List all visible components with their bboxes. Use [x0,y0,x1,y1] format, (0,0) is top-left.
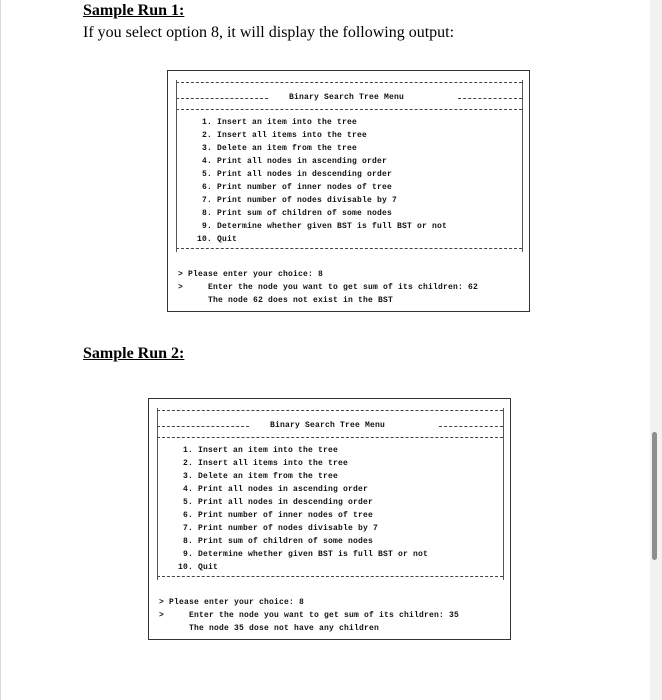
menu-border-line [176,98,268,99]
sample-run-1-intro: If you select option 8, it will display the following output: [83,24,455,41]
menu-item: 8. Print sum of children of some nodes [202,209,393,218]
prompt-line: > Please enter your choice: 8 [159,598,305,607]
console-output-1 [167,70,530,312]
sample-run-1-heading: Sample Run 1: [83,2,185,19]
menu-right-border [522,80,523,252]
sample-run-2-heading: Sample Run 2: [83,345,185,362]
menu-border-line [157,437,503,438]
menu-item: 8. Print sum of children of some nodes [183,537,374,546]
menu-item: 10. Quit [197,235,238,244]
scrollbar-track[interactable] [650,0,662,700]
menu-title: Binary Search Tree Menu [270,421,386,430]
menu-item: 5. Print all nodes in descending order [202,170,393,179]
menu-item: 4. Print all nodes in ascending order [202,157,388,166]
menu-item: 7. Print number of nodes divisable by 7 [202,196,398,205]
menu-item: 1. Insert an item into the tree [202,118,358,127]
menu-item: 1. Insert an item into the tree [183,446,339,455]
menu-item: 9. Determine whether given BST is full BST or not [202,222,448,231]
menu-border-line [157,576,503,577]
menu-item: 2. Insert all items into the tree [202,131,368,140]
menu-item: 3. Delete an item from the tree [202,144,358,153]
menu-item: 3. Delete an item from the tree [183,472,339,481]
menu-left-border [157,408,158,580]
prompt-line: > Please enter your choice: 8 [178,270,324,279]
node-prompt-line: > Enter the node you want to get sum of its children: 62 [178,283,479,292]
menu-item: 2. Insert all items into the tree [183,459,349,468]
result-line: The node 62 does not exist in the BST [178,296,394,305]
menu-border-line [157,410,503,411]
menu-border-line [176,109,522,110]
menu-item: 10. Quit [178,563,219,572]
menu-border-line [176,248,522,249]
menu-border-line [157,426,249,427]
menu-title: Binary Search Tree Menu [289,93,405,102]
menu-left-border [176,80,177,252]
menu-item: 9. Determine whether given BST is full BST or not [183,550,429,559]
menu-border-line [458,98,522,99]
scrollbar-thumb[interactable] [652,432,657,560]
menu-item: 6. Print number of inner nodes of tree [202,183,393,192]
menu-item: 5. Print all nodes in descending order [183,498,374,507]
menu-item: 7. Print number of nodes divisable by 7 [183,524,379,533]
menu-border-line [176,82,522,83]
menu-border-line [439,426,503,427]
menu-item: 4. Print all nodes in ascending order [183,485,369,494]
node-prompt-line: > Enter the node you want to get sum of its children: 35 [159,611,460,620]
result-line: The node 35 dose not have any children [159,624,380,633]
menu-item: 6. Print number of inner nodes of tree [183,511,374,520]
console-output-2 [148,398,511,640]
menu-right-border [503,408,504,580]
